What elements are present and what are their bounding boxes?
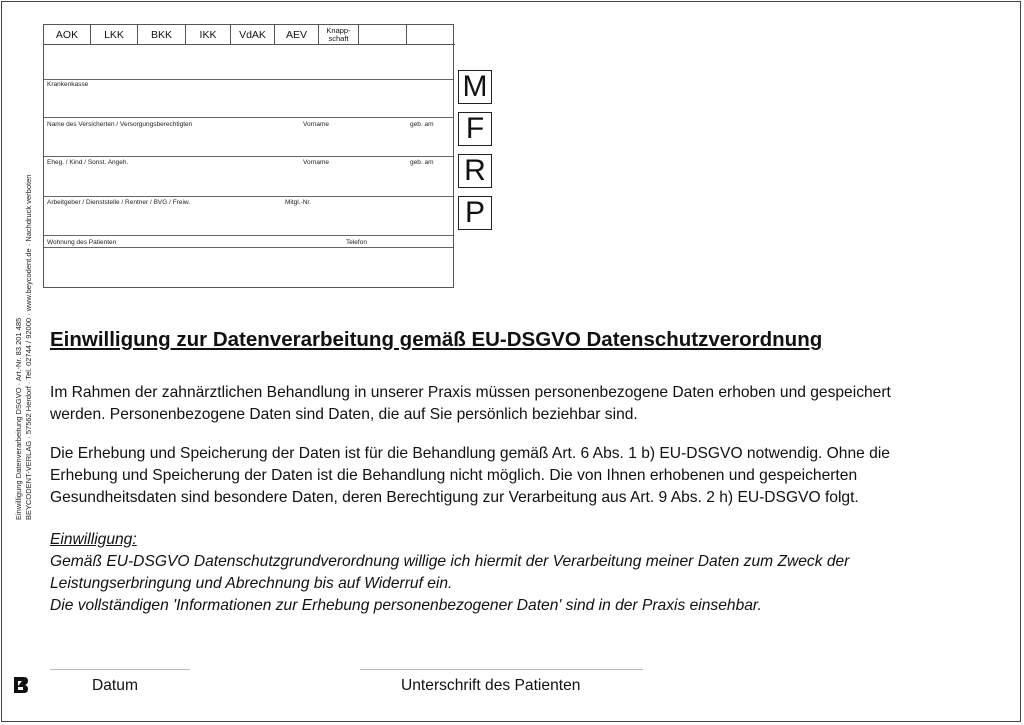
consent-line: Die vollständigen 'Informationen zur Erhebung personenbezogener Daten' sind in der Praxis einsehbar.	[50, 597, 762, 614]
insurance-type-aok[interactable]: AOK	[44, 25, 91, 44]
paragraph-line: Im Rahmen der zahnärztlichen Behandlung in unserer Praxis müssen personenbezogene Daten erhoben und gespeichert	[50, 384, 891, 401]
paragraph-2	[50, 443, 990, 509]
imprint-line-1: Einwilligung Datenverarbeitung DSGVO · Art.-Nr. 83 201 485	[14, 317, 23, 520]
consent-heading: Einwilligung:	[50, 531, 137, 548]
vorname-label: Vorname	[303, 121, 330, 128]
paragraph-line: Die Erhebung und Speicherung der Daten ist für die Behandlung gemäß Art. 6 Abs. 1 b) EU-DSGVO notwendig. Ohne die	[50, 445, 890, 462]
patient-signature-line[interactable]	[360, 669, 643, 670]
insurance-type-vdak[interactable]: VdAK	[231, 25, 275, 44]
insurance-card-field	[43, 24, 454, 288]
letter-box-f[interactable]: F	[458, 112, 492, 146]
consent-block	[50, 529, 849, 617]
versicherter-label: Name des Versicherten / Versorgungsberechtigten	[47, 121, 193, 128]
paragraph-line: Gesundheitsdaten sind besondere Daten, deren Berechtigung zur Verarbeitung aus Art. 9 Abs. 2 h) EU-DSGVO folgt.	[50, 489, 859, 506]
insurance-type-row	[44, 25, 455, 45]
insurance-type-blank-2[interactable]	[407, 25, 453, 44]
insurance-type-blank-1[interactable]	[359, 25, 407, 44]
insurance-type-knappschaft[interactable]: Knapp- schaft	[319, 25, 359, 44]
paragraph-line: Erhebung und Speicherung der Daten ist die Behandlung nicht möglich. Die von Ihnen erhobenen und gespeicherten	[50, 467, 858, 484]
card-divider	[44, 156, 453, 157]
letter-box-r[interactable]: R	[458, 154, 492, 188]
angehoeriger-label: Eheg. / Kind / Sonst. Angeh.	[47, 159, 129, 166]
card-divider	[44, 196, 453, 197]
vorname-label: Vorname	[303, 159, 330, 166]
publisher-logo-icon	[12, 676, 30, 694]
insurance-type-bkk[interactable]: BKK	[138, 25, 186, 44]
paragraph-line: werden. Personenbezogene Daten sind Daten, die auf Sie persönlich beziehbar sind.	[50, 406, 638, 423]
insurance-type-lkk[interactable]: LKK	[91, 25, 138, 44]
card-divider	[44, 117, 453, 118]
wohnung-label: Wohnung des Patienten	[47, 239, 117, 246]
card-divider	[44, 235, 453, 236]
publisher-imprint	[14, 175, 34, 520]
patient-signature-label: Unterschrift des Patienten	[401, 677, 581, 694]
geb-am-label: geb. am	[410, 159, 434, 166]
krankenkasse-label: Krankenkasse	[47, 81, 89, 88]
telefon-label: Telefon	[346, 239, 367, 246]
imprint-line-2: BEYCODENT-VERLAG · 57562 Herdorf · Tel. 02744 / 92000 · www.beycodent.de · Nachdruck verboten	[24, 174, 33, 520]
insurance-type-ikk[interactable]: IKK	[186, 25, 231, 44]
paragraph-1	[50, 382, 990, 426]
consent-line: Leistungserbringung und Abrechnung bis auf Widerruf ein.	[50, 575, 453, 592]
card-divider	[44, 247, 453, 248]
card-divider	[44, 79, 453, 80]
insurance-type-aev[interactable]: AEV	[275, 25, 319, 44]
date-signature-line[interactable]	[50, 669, 190, 670]
consent-line: Gemäß EU-DSGVO Datenschutzgrundverordnung willige ich hiermit der Verarbeitung meiner Daten zum Zweck der	[50, 553, 850, 570]
geb-am-label: geb. am	[410, 121, 434, 128]
letter-box-p[interactable]: P	[458, 196, 492, 230]
arbeitgeber-label: Arbeitgeber / Dienststelle / Rentner / BVG / Freiw.	[47, 199, 191, 206]
document-title: Einwilligung zur Datenverarbeitung gemäß EU-DSGVO Datenschutzverordnung	[50, 328, 823, 351]
letter-box-m[interactable]: M	[458, 70, 492, 104]
mitglied-nr-label: Mitgl.-Nr.	[285, 199, 311, 206]
date-label: Datum	[92, 677, 138, 694]
